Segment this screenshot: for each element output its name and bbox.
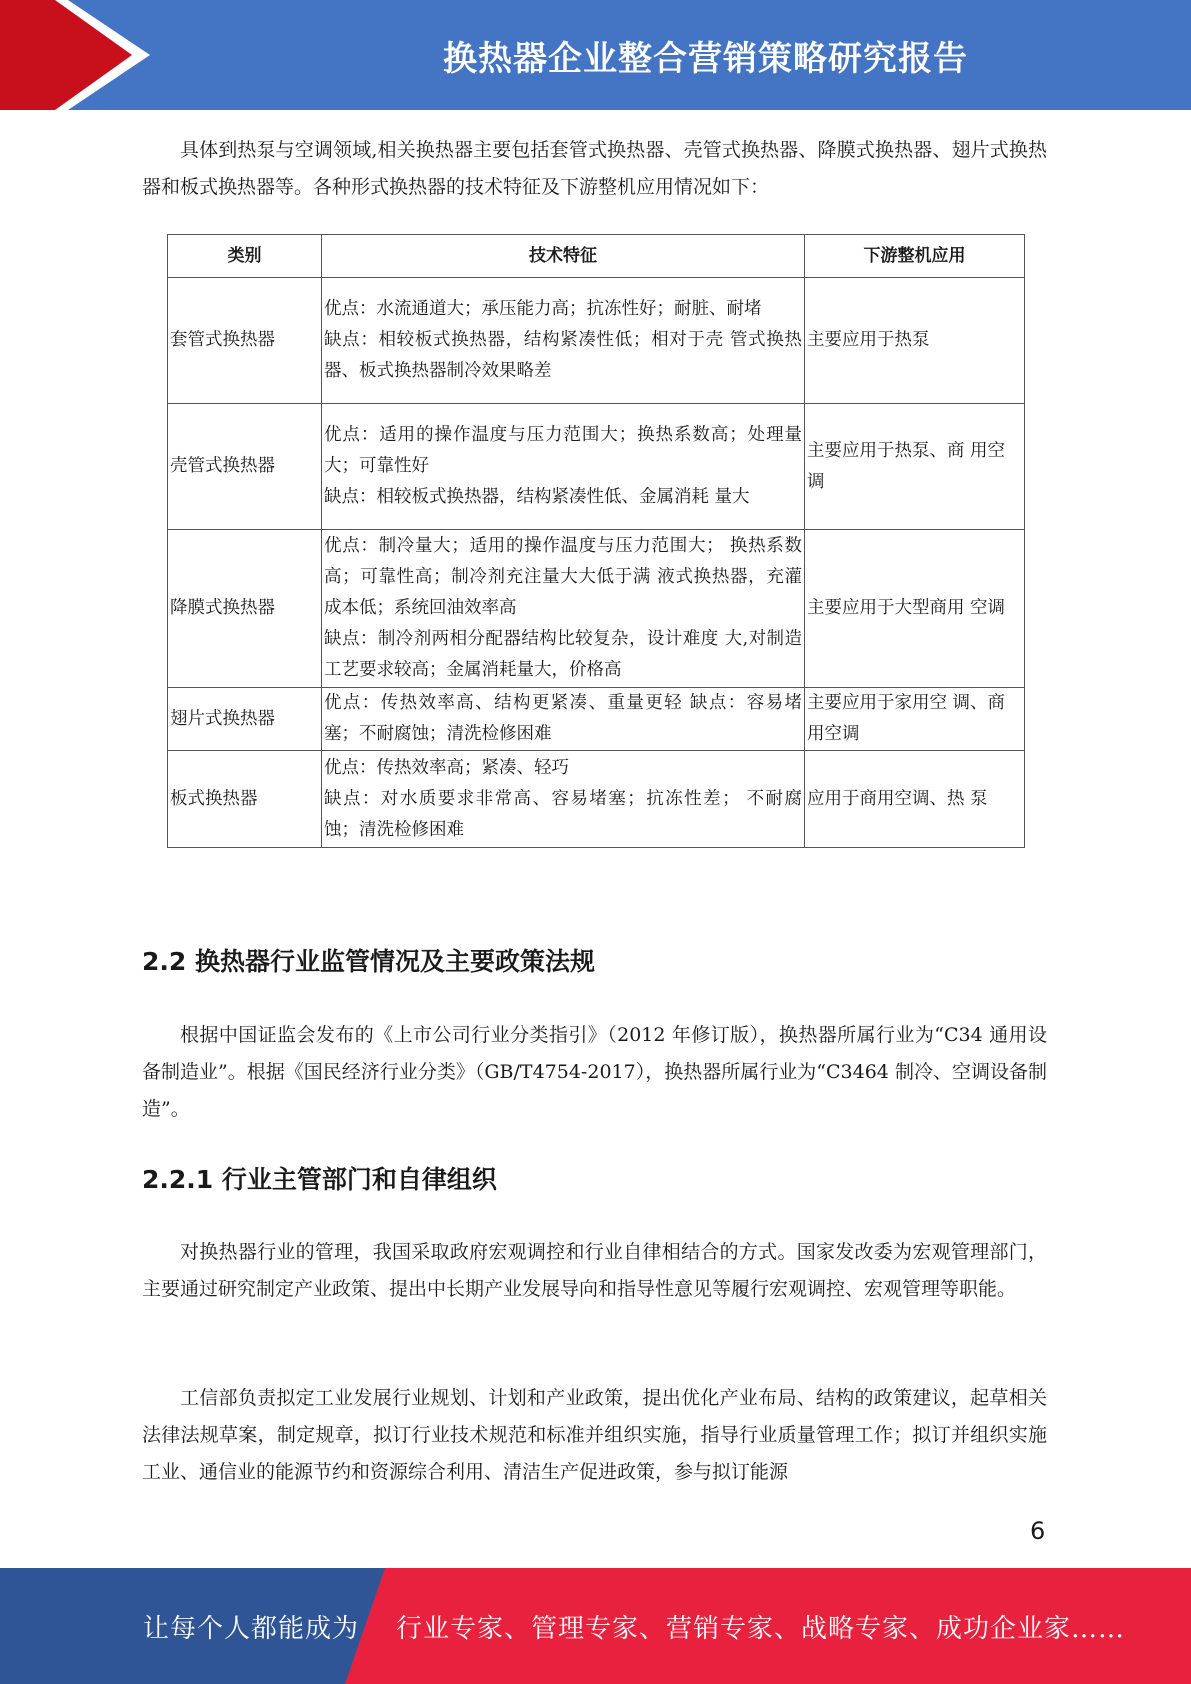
table-row [168,688,1025,751]
report-title: 换热器企业整合营销策略研究报告 [443,38,968,79]
cell-type: 壳管式换热器 [168,404,322,530]
cell-features: 优点：传热效率高、结构更紧凑、重量更轻 缺点：容易堵塞；不耐腐蚀；清洗检修困难 [322,688,805,751]
cell-type: 翅片式换热器 [168,688,322,751]
intro-block [142,132,1047,206]
section-2-2-1-paragraph-2: 工信部负责拟定工业发展行业规划、计划和产业政策，提出优化产业布局、结构的政策建议，起草相关法律法规草案，制定规章，拟订行业技术规范和标准并组织实施，指导行业质量管理工作；拟订并组织实施工业、通信业的能源节约和资源综合利用、清洁生产促进政策，参与拟订能源 [142,1387,1047,1483]
col-header-type: 类别 [168,235,322,278]
page-number: 6 [1030,1517,1046,1545]
heat-exchanger-table [167,234,1025,848]
intro-paragraph: 具体到热泵与空调领域,相关换热器主要包括套管式换热器、壳管式换热器、降膜式换热器、翅片式换热器和板式换热器等。各种形式换热器的技术特征及下游整机应用情况如下： [142,139,1047,198]
cell-features: 优点：传热效率高；紧凑、轻巧 缺点：对水质要求非常高、容易堵塞；抗冻性差； 不耐腐蚀；清洗检修困难 [322,751,805,848]
cell-application: 主要应用于家用空 调、商用空调 [805,688,1025,751]
section-2-2-1-body-1 [142,1234,1047,1308]
table-row [168,404,1025,530]
section-2-2-paragraph: 根据中国证监会发布的《上市公司行业分类指引》（2012 年修订版），换热器所属行业为“C34 通用设备制造业”。根据《国民经济行业分类》（GB/T4754-2017），换热器所属行业为“C3464 制冷、空调设备制造”。 [142,1024,1047,1120]
section-2-2-body [142,1017,1047,1128]
section-heading-2-2: 2.2 换热器行业监管情况及主要政策法规 [142,947,595,976]
footer-slogan-left: 让每个人都能成为 [143,1613,360,1644]
col-header-features: 技术特征 [322,235,805,278]
cell-type: 套管式换热器 [168,278,322,404]
col-header-application: 下游整机应用 [805,235,1025,278]
section-2-2-1-body-2 [142,1380,1047,1491]
table-row [168,278,1025,404]
cell-type: 降膜式换热器 [168,530,322,688]
table-header-row [168,235,1025,278]
cell-application: 主要应用于大型商用 空调 [805,530,1025,688]
cell-features: 优点：水流通道大；承压能力高；抗冻性好；耐脏、耐堵 缺点：相较板式换热器，结构紧凑性低；相对于壳 管式换热器、板式换热器制冷效果略差 [322,278,805,404]
cell-type: 板式换热器 [168,751,322,848]
cell-features: 优点：制冷量大；适用的操作温度与压力范围大； 换热系数高；可靠性高；制冷剂充注量大大低于满 液式换热器，充灌成本低；系统回油效率高 缺点：制冷剂两相分配器结构比较复杂，设计难度 大,对制造工艺要求较高；金属消耗量大，价格高 [322,530,805,688]
table-row [168,530,1025,688]
table-row [168,751,1025,848]
page-header [0,0,1191,110]
page-footer [0,1568,1191,1684]
cell-application: 主要应用于热泵 [805,278,1025,404]
cell-features: 优点：适用的操作温度与压力范围大；换热系数高；处理量大；可靠性好 缺点：相较板式换热器，结构紧凑性低、金属消耗 量大 [322,404,805,530]
section-2-2-1-paragraph-1: 对换热器行业的管理，我国采取政府宏观调控和行业自律相结合的方式。国家发改委为宏观管理部门，主要通过研究制定产业政策、提出中长期产业发展导向和指导性意见等履行宏观调控、宏观管理等职能。 [142,1241,1047,1300]
footer-slogan-right: 行业专家、管理专家、营销专家、战略专家、成功企业家…… [396,1613,1126,1644]
section-heading-2-2-1: 2.2.1 行业主管部门和自律组织 [142,1165,497,1194]
cell-application: 应用于商用空调、热 泵 [805,751,1025,848]
cell-application: 主要应用于热泵、商 用空调 [805,404,1025,530]
